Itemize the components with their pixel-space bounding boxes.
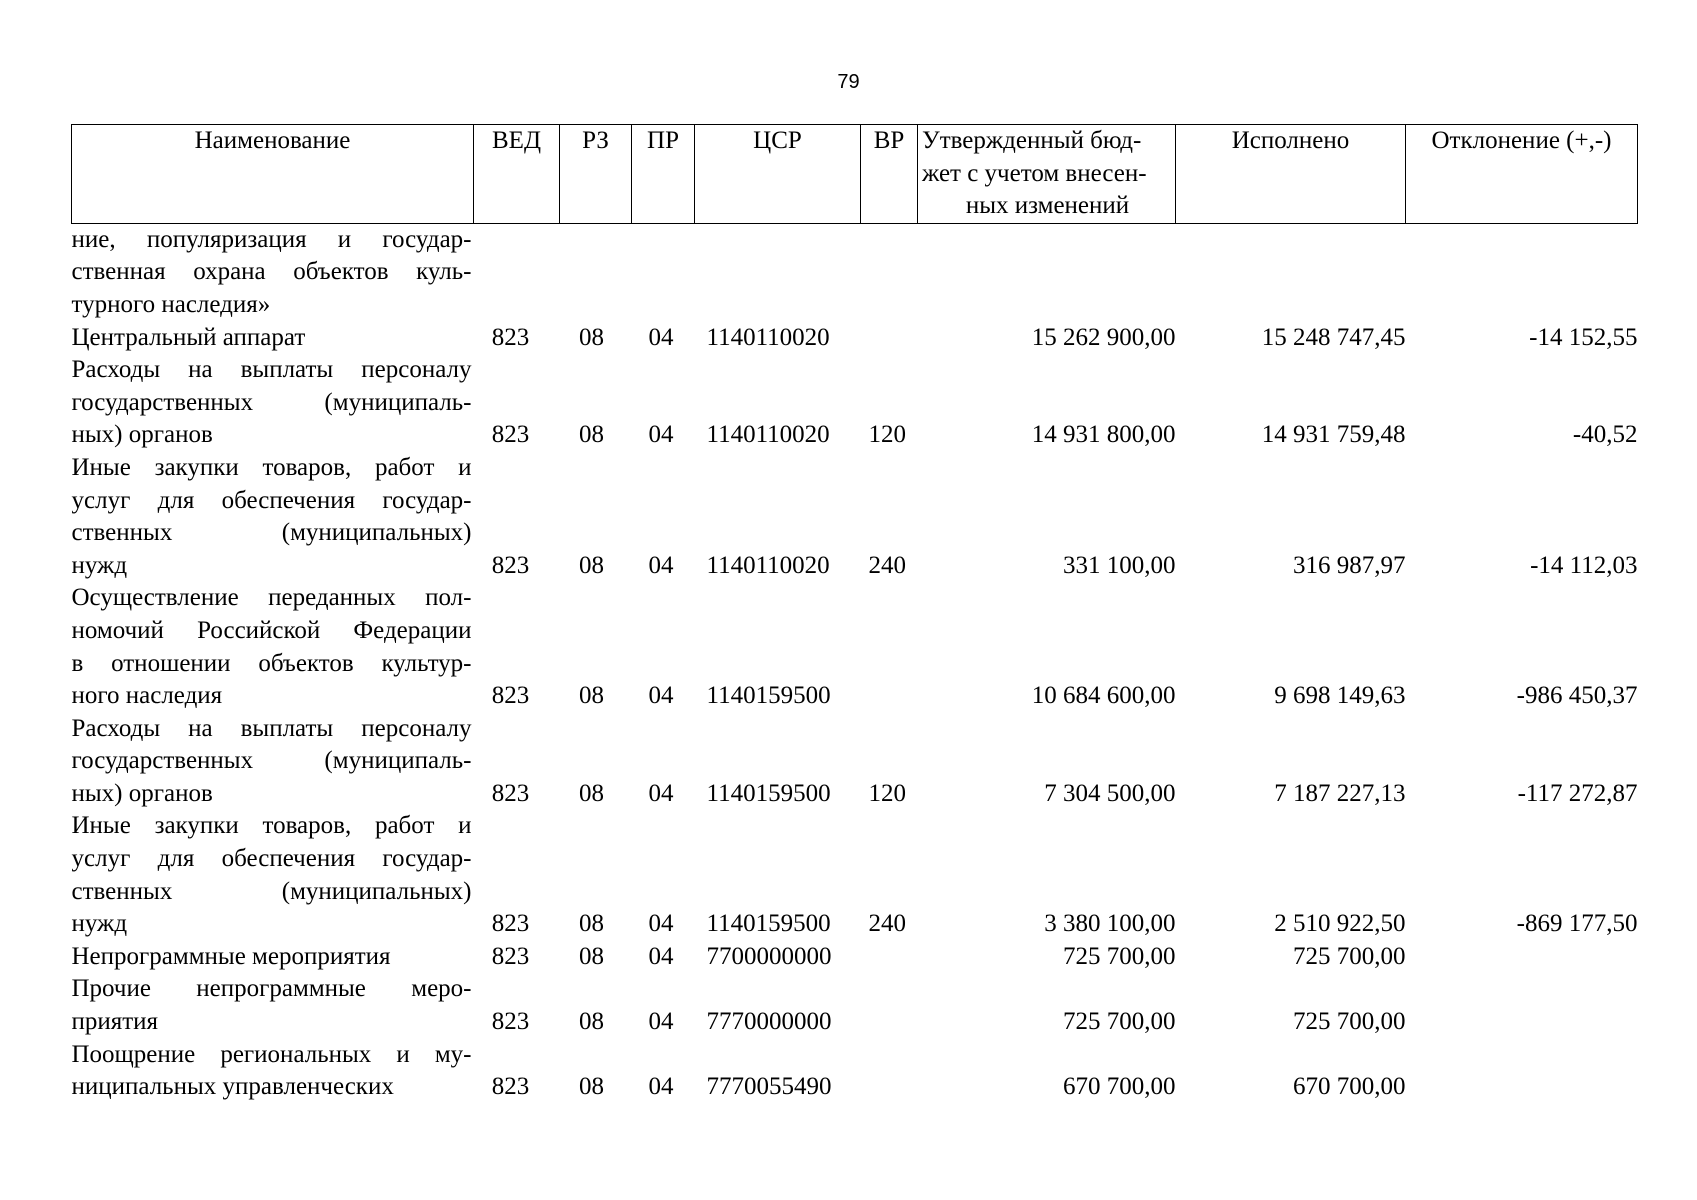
cell-approved-budget: 7 304 500,00	[1044, 779, 1176, 807]
cell-name	[72, 354, 474, 452]
cell-csr: 1140110020	[706, 323, 830, 351]
header-deviation: Отклонение (+,-)	[1406, 125, 1638, 224]
header-approved-budget	[918, 125, 1176, 224]
cell-name-line: нужд	[71, 551, 128, 579]
cell-vr: 120	[868, 779, 906, 807]
table-header	[72, 125, 1638, 224]
cell-name-line: ных) органов	[71, 779, 213, 807]
cell-executed: 725 700,00	[1293, 1008, 1406, 1036]
cell-name-line: номочий Российской Федерации	[71, 616, 472, 644]
cell-executed: 15 248 747,45	[1261, 323, 1406, 351]
header-approved-line-2: жет с учетом внесен-	[922, 159, 1147, 187]
cell-deviation: -117 272,87	[1517, 779, 1638, 807]
cell-deviation: -14 112,03	[1530, 551, 1638, 579]
cell-name-line: услуг для обеспечения государ-	[71, 845, 472, 873]
page-number: 79	[837, 71, 860, 93]
cell-name-line: Прочие непрограммные меро-	[71, 975, 472, 1003]
cell-pr: 04	[648, 682, 674, 710]
cell-name-line: ственных (муниципальных)	[71, 519, 472, 547]
cell-ved: 823	[491, 551, 530, 579]
cell-pr: 04	[648, 1073, 674, 1101]
cell-deviation	[1406, 941, 1638, 974]
header-row	[72, 125, 1638, 224]
cell-rz: 08	[579, 779, 604, 807]
header-rz: РЗ	[560, 125, 632, 224]
header-name: Наименование	[72, 125, 474, 224]
cell-executed: 2 510 922,50	[1274, 910, 1406, 938]
cell-approved-budget: 725 700,00	[1063, 942, 1176, 970]
cell-csr: 1140159500	[706, 682, 831, 710]
header-approved-line-1: Утвержденный бюд-	[922, 127, 1142, 154]
cell-name-line: государственных (муниципаль-	[71, 388, 472, 416]
cell-name-line: Иные закупки товаров, работ и	[71, 453, 472, 481]
table-row	[72, 452, 1638, 582]
cell-executed: 14 931 759,48	[1261, 421, 1406, 449]
cell-rz: 08	[579, 682, 604, 710]
cell-name	[72, 810, 474, 940]
cell-csr: 7770055490	[706, 1073, 832, 1101]
cell-csr	[695, 223, 861, 321]
cell-name-line: ниципальных управленческих	[71, 1073, 394, 1101]
cell-vr	[861, 973, 918, 1038]
cell-pr: 04	[648, 779, 674, 807]
cell-executed	[1176, 223, 1406, 321]
cell-vr	[861, 1039, 918, 1104]
cell-approved-budget: 14 931 800,00	[1031, 421, 1176, 449]
cell-name-line: ственная охрана объектов куль-	[71, 258, 472, 286]
table-row	[72, 354, 1638, 452]
cell-pr: 04	[648, 910, 674, 938]
cell-csr: 1140110020	[706, 551, 830, 579]
cell-deviation: -986 450,37	[1516, 682, 1638, 710]
cell-name	[72, 223, 474, 321]
cell-name-line: приятия	[71, 1008, 159, 1036]
cell-ved: 823	[491, 942, 530, 970]
cell-name-line: Осуществление переданных пол-	[71, 584, 472, 612]
cell-ved: 823	[491, 910, 530, 938]
header-pr: ПР	[632, 125, 695, 224]
cell-rz: 08	[579, 942, 604, 970]
cell-name-line: ственных (муниципальных)	[71, 877, 472, 905]
cell-approved-budget: 15 262 900,00	[1031, 323, 1176, 351]
cell-rz: 08	[579, 323, 604, 351]
cell-pr: 04	[648, 323, 674, 351]
cell-approved-budget: 331 100,00	[1063, 551, 1176, 579]
cell-name-line: ного наследия	[71, 682, 223, 710]
cell-vr: 240	[868, 551, 906, 579]
cell-name-line: турного наследия»	[71, 290, 271, 318]
cell-executed: 670 700,00	[1293, 1073, 1406, 1101]
cell-deviation: -869 177,50	[1516, 910, 1638, 938]
cell-pr: 04	[648, 551, 674, 579]
cell-deviation	[1406, 973, 1638, 1038]
cell-ved: 823	[491, 421, 530, 449]
cell-name	[72, 713, 474, 811]
cell-vr	[861, 322, 918, 355]
cell-name-line: ние, популяризация и государ-	[71, 225, 472, 253]
cell-name-line: Центральный аппарат	[71, 323, 306, 351]
header-executed: Исполнено	[1176, 125, 1406, 224]
cell-approved-budget: 3 380 100,00	[1044, 910, 1176, 938]
cell-ved: 823	[491, 323, 530, 351]
cell-rz: 08	[579, 1008, 604, 1036]
cell-csr: 7700000000	[706, 942, 832, 970]
cell-name-line: Непрограммные мероприятия	[71, 942, 391, 970]
cell-deviation: -40,52	[1572, 421, 1638, 449]
cell-ved: 823	[491, 1008, 530, 1036]
table-body	[72, 223, 1638, 1104]
table-row	[72, 810, 1638, 940]
cell-name-line: Поощрение региональных и му-	[71, 1040, 472, 1068]
table-row	[72, 973, 1638, 1038]
table-row	[72, 1039, 1638, 1104]
cell-pr: 04	[648, 1008, 674, 1036]
cell-vr: 120	[868, 421, 906, 449]
cell-executed: 9 698 149,63	[1274, 682, 1406, 710]
cell-approved-budget	[918, 223, 1176, 321]
table-row	[72, 713, 1638, 811]
cell-name-line: нужд	[71, 910, 128, 938]
budget-execution-table	[71, 124, 1638, 1104]
table-row	[72, 941, 1638, 974]
cell-csr: 1140159500	[706, 779, 831, 807]
cell-executed: 7 187 227,13	[1274, 779, 1406, 807]
cell-name-line: в отношении объектов культур-	[71, 649, 472, 677]
budget-table-container	[71, 124, 1637, 1104]
cell-ved: 823	[491, 779, 530, 807]
cell-name	[72, 1039, 474, 1104]
cell-ved: 823	[491, 682, 530, 710]
cell-rz: 08	[579, 1073, 604, 1101]
cell-name-line: услуг для обеспечения государ-	[71, 486, 472, 514]
cell-csr: 1140110020	[706, 421, 830, 449]
cell-executed: 316 987,97	[1293, 551, 1406, 579]
cell-name	[72, 452, 474, 582]
cell-rz: 08	[579, 910, 604, 938]
cell-csr: 1140159500	[706, 910, 831, 938]
table-row	[72, 223, 1638, 321]
cell-executed: 725 700,00	[1293, 942, 1406, 970]
cell-deviation	[1406, 1039, 1638, 1104]
cell-name	[72, 322, 474, 355]
header-vr: ВР	[861, 125, 918, 224]
table-row	[72, 322, 1638, 355]
cell-name-line: Расходы на выплаты персоналу	[71, 714, 472, 742]
header-csr: ЦСР	[695, 125, 861, 224]
cell-approved-budget: 725 700,00	[1063, 1008, 1176, 1036]
cell-ved	[474, 223, 560, 321]
cell-name	[72, 582, 474, 712]
header-approved-line-3: ных изменений	[965, 192, 1130, 220]
cell-name	[72, 973, 474, 1038]
cell-approved-budget: 670 700,00	[1063, 1073, 1176, 1101]
cell-pr	[632, 223, 695, 321]
cell-name-line: Иные закупки товаров, работ и	[71, 812, 472, 840]
cell-vr	[861, 941, 918, 974]
cell-csr: 7770000000	[706, 1008, 832, 1036]
header-ved: ВЕД	[474, 125, 560, 224]
cell-ved: 823	[491, 1073, 530, 1101]
cell-pr: 04	[648, 942, 674, 970]
cell-name-line: ных) органов	[71, 421, 213, 449]
cell-deviation	[1406, 223, 1638, 321]
cell-rz: 08	[579, 551, 604, 579]
cell-rz: 08	[579, 421, 604, 449]
cell-rz	[560, 223, 632, 321]
cell-deviation: -14 152,55	[1529, 323, 1638, 351]
cell-vr: 240	[868, 910, 906, 938]
cell-name-line: государственных (муниципаль-	[71, 747, 472, 775]
cell-vr	[861, 582, 918, 712]
cell-name-line: Расходы на выплаты персоналу	[71, 356, 472, 384]
table-row	[72, 582, 1638, 712]
cell-approved-budget: 10 684 600,00	[1031, 682, 1176, 710]
cell-pr: 04	[648, 421, 674, 449]
cell-name	[72, 941, 474, 974]
cell-vr	[861, 223, 918, 321]
